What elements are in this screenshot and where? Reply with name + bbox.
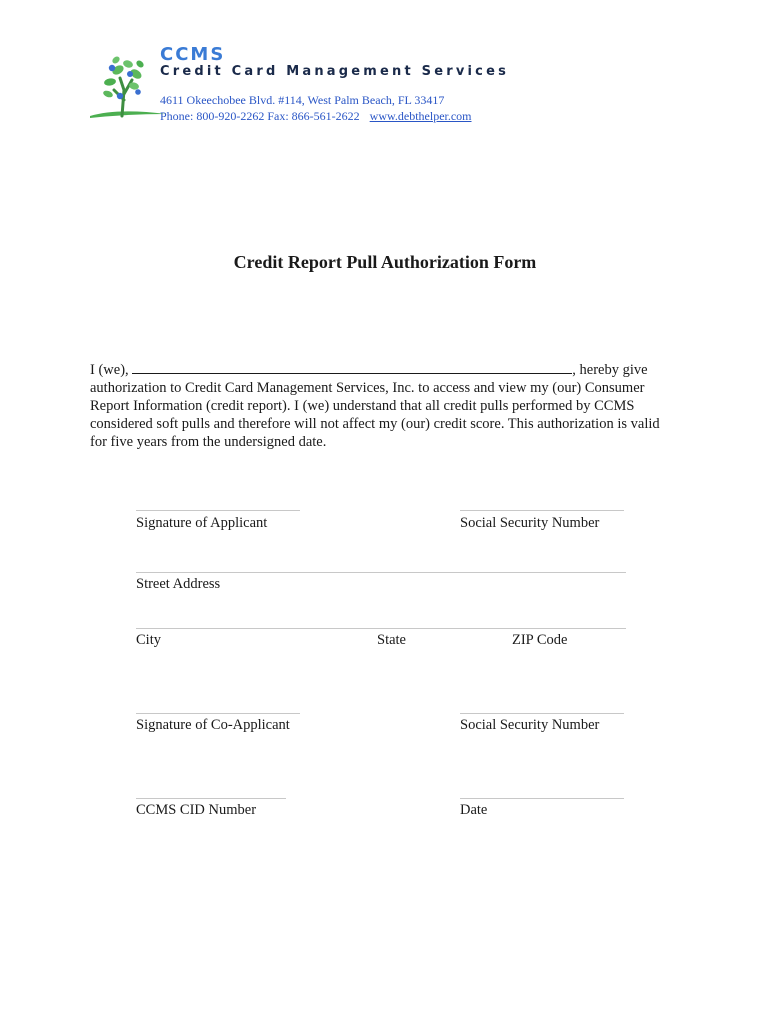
signature-coapplicant-label: Signature of Co-Applicant <box>136 717 290 733</box>
signature-coapplicant-line[interactable] <box>136 713 300 714</box>
ssn-applicant-label: Social Security Number <box>460 515 600 531</box>
company-address: 4611 Okeechobee Blvd. #114, West Palm Beach, FL 33417 <box>160 93 445 107</box>
city-label: City <box>136 632 161 648</box>
ssn-coapplicant-label: Social Security Number <box>460 717 600 733</box>
name-blank-line[interactable] <box>132 361 572 374</box>
company-contact <box>160 109 472 124</box>
brand-full-name: Credit Card Management Services <box>160 64 510 79</box>
date-label: Date <box>460 802 488 818</box>
cid-number-line[interactable] <box>136 798 286 799</box>
ssn-coapplicant-line[interactable] <box>460 713 624 714</box>
paragraph-lead: I (we), <box>90 362 133 378</box>
brand-name: CCMS <box>160 44 226 65</box>
ssn-applicant-line[interactable] <box>460 510 624 511</box>
street-address-line[interactable] <box>136 572 626 573</box>
ccms-tree-logo-icon <box>88 50 168 122</box>
street-address-label: Street Address <box>136 576 221 592</box>
phone-fax: Phone: 800-920-2262 Fax: 866-561-2622 <box>160 109 360 123</box>
paragraph-body: , hereby give authorization to Credit Card Management Services, Inc. to access and view my (our) Consumer Report Information (credit report). I (we) understand that all credit pulls performed by CCMS considered soft pulls and therefore will not affect my (our) credit score. This authorization is valid for five years from the undersigned date. <box>90 362 660 450</box>
state-label: State <box>377 632 406 648</box>
form-title: Credit Report Pull Authorization Form <box>233 252 537 272</box>
website-link[interactable]: www.debthelper.com <box>369 109 472 123</box>
cid-number-label: CCMS CID Number <box>136 802 257 818</box>
signature-applicant-line[interactable] <box>136 510 300 511</box>
signature-applicant-label: Signature of Applicant <box>136 515 268 531</box>
date-line[interactable] <box>460 798 624 799</box>
authorization-paragraph <box>90 361 680 451</box>
city-state-zip-line[interactable] <box>136 628 626 629</box>
zip-label: ZIP Code <box>512 632 568 648</box>
